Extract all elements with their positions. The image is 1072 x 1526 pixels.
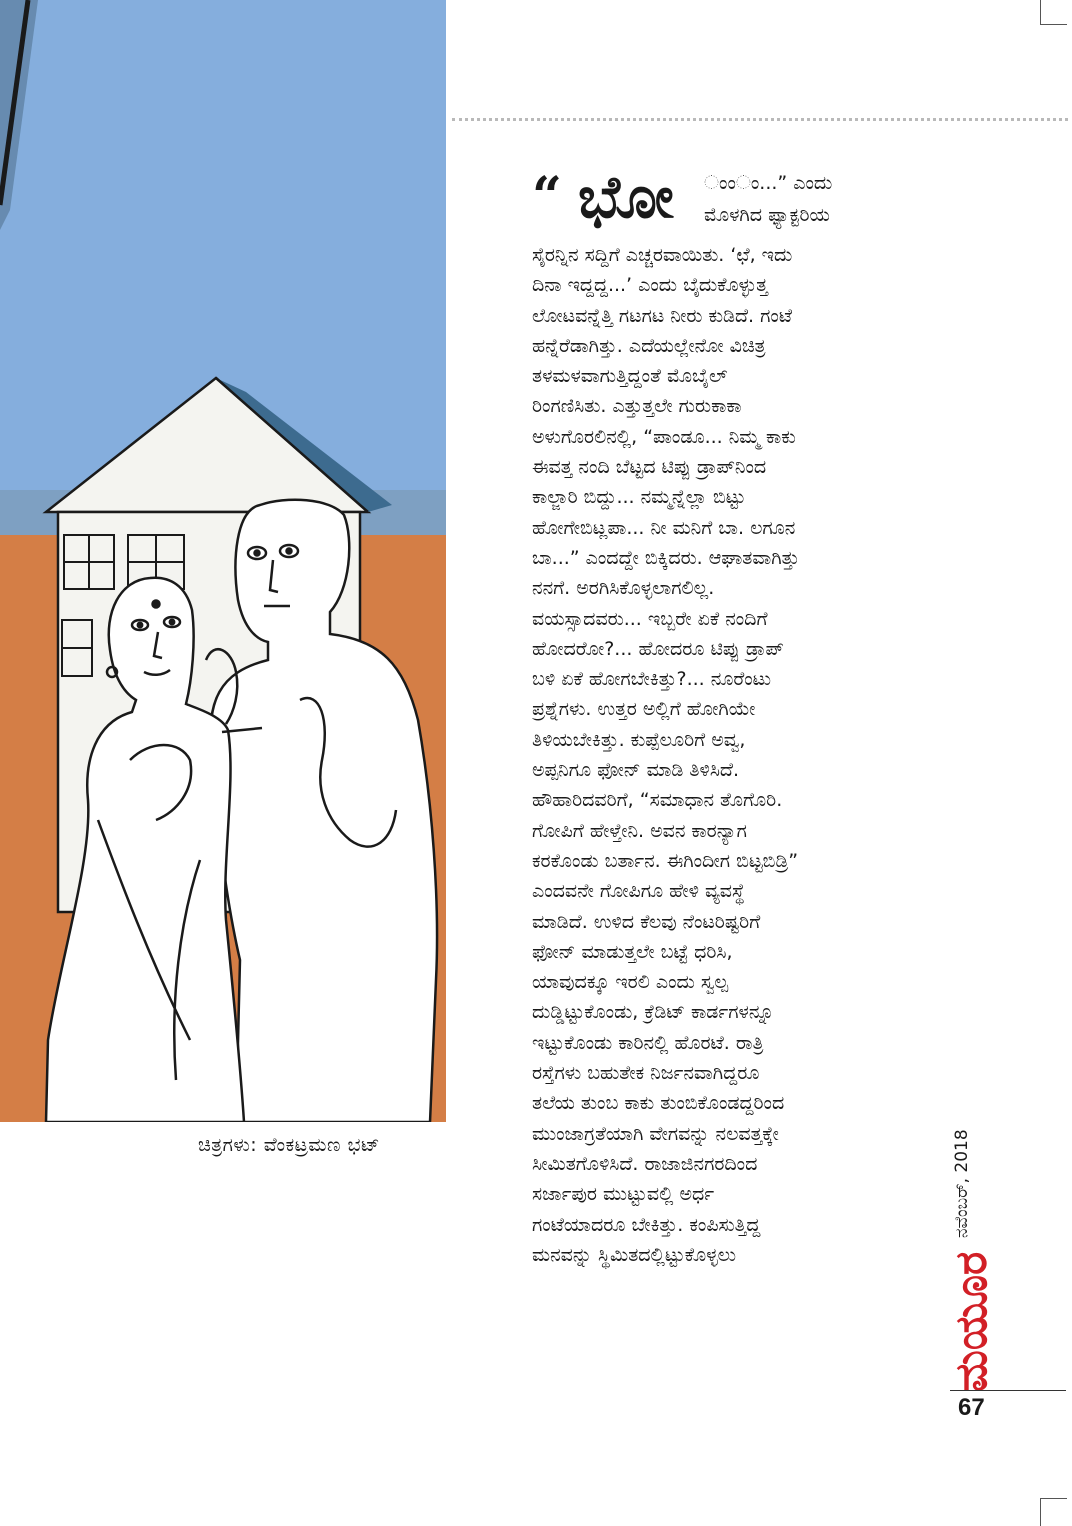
text-line: ಹೌಹಾರಿದವರಿಗೆ, “ಸಮಾಧಾನ ತೊಗೊರಿ. (532, 789, 783, 812)
magazine-title: ಮಯೂರ (946, 1251, 997, 1392)
text-line: ಹೋಗೇಬಿಟ್ಲಪಾ... ನೀ ಮನಿಗೆ ಬಾ. ಲಗೂನ (532, 516, 796, 539)
drop-cap: ಭೋ (578, 163, 674, 231)
text-line: ಬಳಿ ಏಕೆ ಹೋಗಬೇಕಿತ್ತು?... ನೂರೆಂಟು (532, 668, 772, 691)
text-line: ಈವತ್ತ ನಂದಿ ಬೆಟ್ಟದ ಟಿಪ್ಪು ಡ್ರಾಪ್‌ನಿಂದ (532, 456, 767, 479)
text-line: ಇಟ್ಟುಕೊಂಡು ಕಾರಿನಲ್ಲಿ ಹೊರಟೆ. ರಾತ್ರಿ (532, 1031, 764, 1054)
text-line: ಅಪ್ಪನಿಗೂ ಫೋನ್ ಮಾಡಿ ತಿಳಿಸಿದೆ. (532, 759, 739, 782)
text-line: ಹನ್ನೆರೆಡಾಗಿತ್ತು. ಎದೆಯಲ್ಲೇನೋ ವಿಚಿತ್ರ (532, 334, 766, 357)
text-line: ತಳಮಳವಾಗುತ್ತಿದ್ದಂತೆ ಮೊಬೈಲ್ (532, 365, 728, 388)
text-line: ವಯಸ್ಸಾದವರು... ಇಬ್ಬರೇ ಏಕೆ ನಂದಿಗೆ (532, 607, 768, 630)
text-line: ಕಾಲ್ಜಾರಿ ಬಿದ್ದು... ನಮ್ಮನ್ನೆಲ್ಲಾ ಬಿಟ್ಟು (532, 486, 746, 509)
text-line: ದಿನಾ ಇದ್ದದ್ದ...’ ಎಂದು ಬೈದುಕೊಳ್ಳುತ್ತ (532, 274, 768, 297)
lead-line: ಮೊಳಗಿದ ಫ್ಯಾಕ್ಟರಿಯ (704, 204, 830, 226)
text-line: ಲೋಟವನ್ನೆತ್ತಿ ಗಟಗಟ ನೀರು ಕುಡಿದೆ. ಗಂಟೆ (532, 304, 793, 327)
illustration-caption: ಚಿತ್ರಗಳು: ವೆಂಕಟ್ರಮಣ ಭಟ್ (198, 1134, 381, 1156)
text-line: ರಿಂಗಣಿಸಿತು. ಎತ್ತುತ್ತಲೇ ಗುರುಕಾಕಾ (532, 395, 742, 418)
lead-line: ಂಂಂ...” ಎಂದು (704, 172, 833, 194)
text-line: ಅಳುಗೊರಲಿನಲ್ಲಿ, “ಪಾಂಡೂ... ನಿಮ್ಮ ಕಾಕು (532, 425, 796, 448)
text-line: ಸರ್ಜಾಪುರ ಮುಟ್ಟುವಲ್ಲಿ ಅರ್ಧ (532, 1183, 715, 1206)
text-line: ತಲೆಯ ತುಂಬ ಕಾಕು ತುಂಬಿಕೊಂಡದ್ದರಿಂದ (532, 1092, 785, 1115)
text-line: ಗಂಟೆಯಾದರೂ ಬೇಕಿತ್ತು. ಕಂಪಿಸುತ್ತಿದ್ದ (532, 1213, 761, 1236)
text-line: ಎಂದವನೇ ಗೋಪಿಗೂ ಹೇಳಿ ವ್ಯವಸ್ಥೆ (532, 880, 745, 903)
text-line: ಮುಂಜಾಗ್ರತೆಯಾಗಿ ವೇಗವನ್ನು ನಲವತ್ತಕ್ಕೇ (532, 1122, 779, 1145)
crop-mark-bottom-right (1040, 1498, 1067, 1526)
text-line: ತಿಳಿಯಬೇಕಿತ್ತು. ಕುಪ್ಪೆಲೂರಿಗೆ ಅವ್ವ, (532, 728, 746, 751)
text-line: ಮಾಡಿದೆ. ಉಳಿದ ಕೆಲವು ನೆಂಟರಿಷ್ಟರಿಗೆ (532, 910, 761, 933)
text-line: ಪ್ರಶ್ನೆಗಳು. ಉತ್ತರ ಅಲ್ಲಿಗೆ ಹೋಗಿಯೇ (532, 698, 756, 721)
text-line: ಸೀಮಿತಗೊಳಿಸಿದೆ. ರಾಜಾಜಿನಗರದಿಂದ (532, 1152, 758, 1175)
page-number: 67 (958, 1394, 985, 1421)
illustration-painting (0, 0, 446, 1122)
article-opening (532, 163, 912, 240)
crop-mark-top-right (1040, 0, 1067, 25)
text-line: ರಸ್ತೆಗಳು ಬಹುತೇಕ ನಿರ್ಜನವಾಗಿದ್ದರೂ (532, 1062, 760, 1085)
footer-rule (950, 1390, 1066, 1391)
text-line: ಫೋನ್ ಮಾಡುತ್ತಲೇ ಬಟ್ಟೆ ಧರಿಸಿ, (532, 940, 733, 963)
opening-quote-mark: “ (532, 166, 562, 227)
issue-date: ನವೆಂಬರ್, 2018 (952, 1129, 972, 1238)
story-illustration (0, 0, 446, 1122)
article-body (532, 163, 912, 1270)
text-line: ಹೋದರೋ?... ಹೋದರೂ ಟಿಪ್ಪು ಡ್ರಾಪ್ (532, 637, 784, 660)
text-line: ದುಡ್ಡಿಟ್ಟುಕೊಂಡು, ಕ್ರೆಡಿಟ್ ಕಾರ್ಡಗಳನ್ನೂ (532, 1001, 775, 1024)
text-line: ಯಾವುದಕ್ಕೂ ಇರಲಿ ಎಂದು ಸ್ವಲ್ಪ (532, 971, 729, 994)
text-line: ಬಾ...” ಎಂದದ್ದೇ ಬಿಕ್ಕಿದರು. ಆಘಾತವಾಗಿತ್ತು (532, 546, 800, 569)
text-line: ಕರಕೊಂಡು ಬರ್ತಾನ. ಈಗಿಂದೀಗ ಬಿಟ್ಟಬಿಡ್ರಿ” (532, 849, 799, 872)
text-line: ನನಗೆ. ಅರಗಿಸಿಕೊಳ್ಳಲಾಗಲಿಲ್ಲ. (532, 577, 715, 600)
section-divider (452, 118, 1068, 121)
text-line: ಮನವನ್ನು ಸ್ಥಿಮಿತದಲ್ಲಿಟ್ಟುಕೊಳ್ಳಲು (532, 1243, 737, 1266)
text-line: ಸೈರನ್ನಿನ ಸದ್ದಿಗೆ ಎಚ್ಚರವಾಯಿತು. ‘ಛೆ, ಇದು (532, 244, 793, 266)
text-line: ಗೋಪಿಗೆ ಹೇಳ್ತೇನಿ. ಅವನ ಕಾರನ್ಯಾಗ (532, 819, 747, 842)
